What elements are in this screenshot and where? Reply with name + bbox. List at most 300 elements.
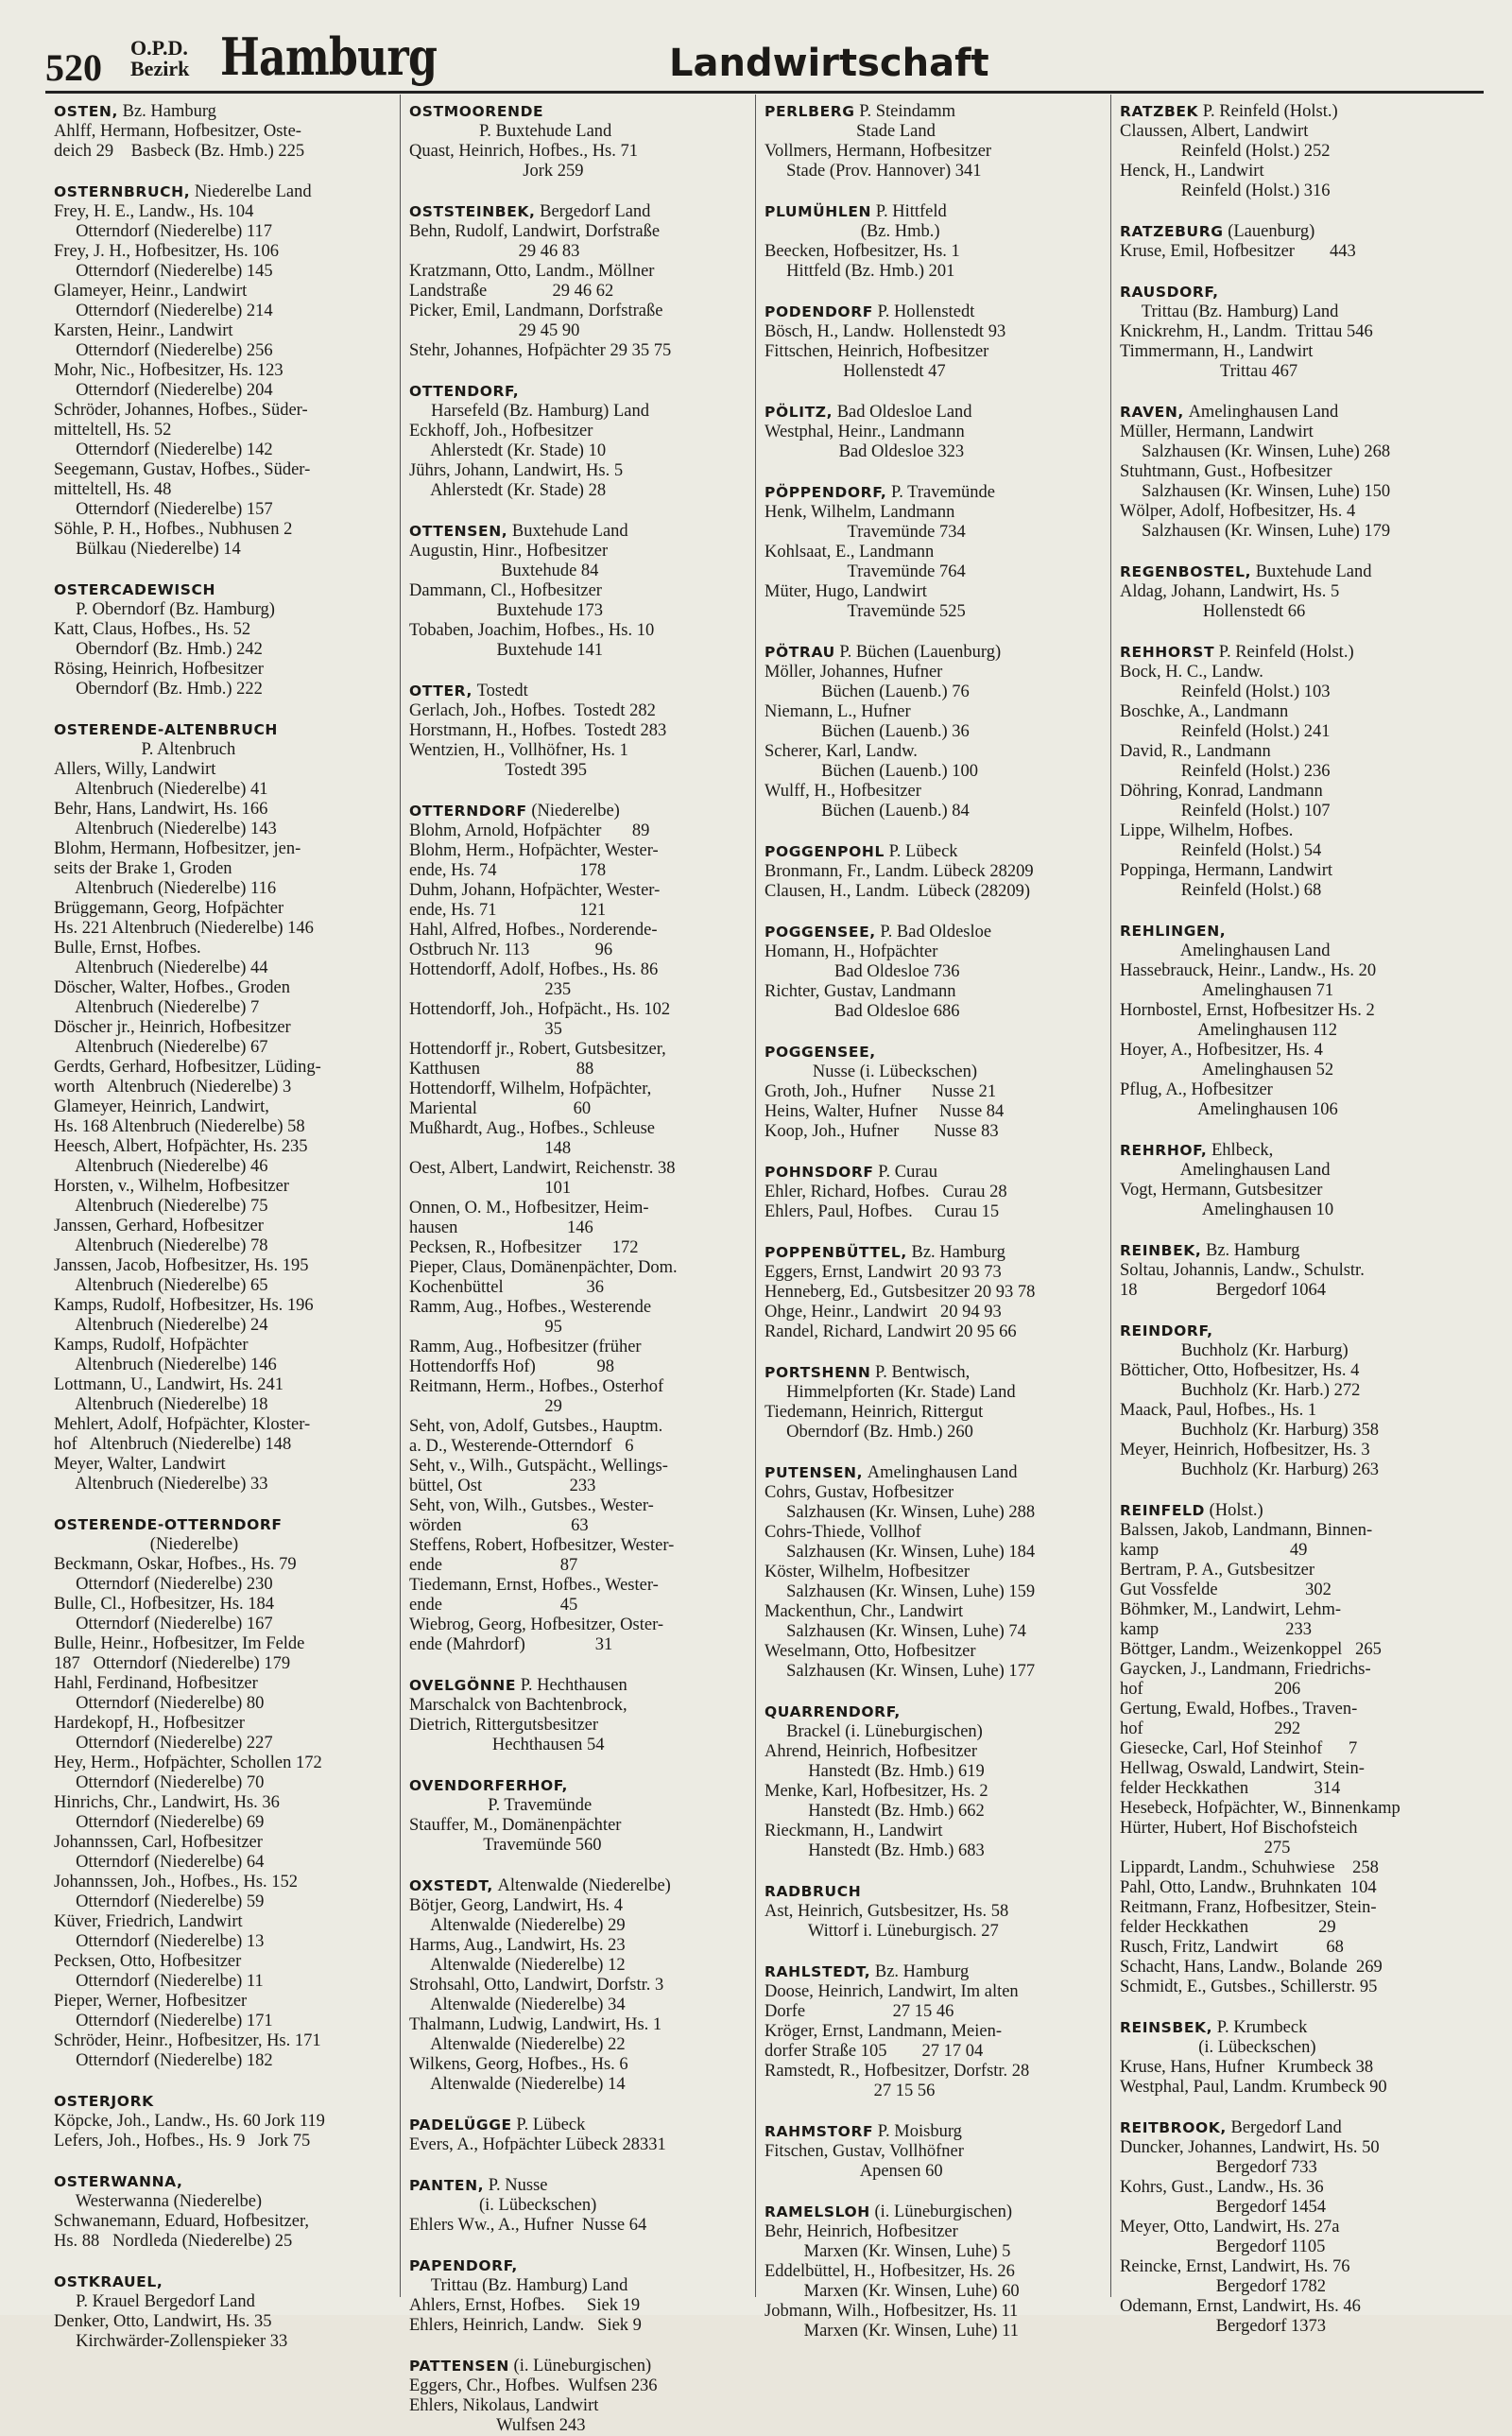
locality-heading bbox=[409, 2357, 747, 2376]
locality-post-info: P. Hechthausen bbox=[520, 1676, 627, 1695]
locality-entry bbox=[1120, 922, 1458, 1120]
locality-name: POGGENPOHL bbox=[765, 843, 885, 860]
listing-line: 29 46 83 bbox=[409, 242, 580, 261]
listing-line: Seht, v., Wilh., Gutspächt., Wellings- bbox=[409, 1457, 668, 1476]
listing-line: Tobaben, Joachim, Hofbes., Hs. 10 bbox=[409, 621, 655, 640]
locality-name: REINDORF, bbox=[1120, 1322, 1213, 1339]
locality-name: PLUMÜHLEN bbox=[765, 203, 872, 220]
listing-line: Koop, Joh., Hufner Nusse 83 bbox=[765, 1122, 999, 1141]
locality-heading bbox=[765, 1043, 1102, 1062]
listing-line: Kochenbüttel 36 bbox=[409, 1278, 605, 1297]
locality-entry bbox=[54, 2272, 391, 2352]
listing-line: David, R., Landmann bbox=[1120, 742, 1271, 761]
listing-line: Bötjer, Georg, Landwirt, Hs. 4 bbox=[409, 1896, 624, 1915]
listing-line: Mehlert, Adolf, Hofpächter, Kloster- bbox=[54, 1415, 311, 1434]
listing-line: Altenbruch (Niederelbe) 33 bbox=[54, 1475, 268, 1494]
listing-line: Buxtehude 141 bbox=[409, 641, 604, 660]
listing-line: mitteltell, Hs. 48 bbox=[54, 480, 172, 499]
listing-line: hof 292 bbox=[1120, 1719, 1301, 1738]
listing-line: Clausen, H., Landm. Lübeck (28209) bbox=[765, 882, 1031, 901]
listing-line: Reinfeld (Holst.) 54 bbox=[1120, 841, 1322, 860]
listing-line: Pecksen, Otto, Hofbesitzer bbox=[54, 1952, 242, 1971]
listing-line: Otterndorf (Niederelbe) 142 bbox=[54, 441, 273, 459]
locality-heading bbox=[1120, 643, 1458, 662]
locality-name: PERLBERG bbox=[765, 103, 855, 120]
locality-name: OSTERENDE-OTTERNDORF bbox=[54, 1516, 283, 1533]
listing-line: Amelinghausen Land bbox=[1120, 1161, 1331, 1180]
listing-line: Buxtehude 173 bbox=[409, 601, 604, 620]
listing-line: Bösch, H., Landw. Hollenstedt 93 bbox=[765, 322, 1006, 341]
locality-name: OSTEN, bbox=[54, 103, 118, 120]
listing-line: Mußhardt, Aug., Hofbes., Schleuse bbox=[409, 1119, 655, 1138]
locality-name: POHNSDORF bbox=[765, 1164, 874, 1181]
column-2 bbox=[401, 95, 756, 2435]
listing-line: Duhm, Johann, Hofpächter, Wester- bbox=[409, 881, 661, 900]
locality-post-info: Ehlbeck, bbox=[1211, 1141, 1274, 1160]
listing-line: Hechthausen 54 bbox=[409, 1736, 605, 1754]
locality-post-info: Amelinghausen Land bbox=[1188, 403, 1339, 422]
locality-heading bbox=[765, 302, 1102, 321]
listing-line: Amelinghausen Land bbox=[1120, 942, 1331, 960]
locality-heading bbox=[409, 802, 747, 821]
listing-line: Mackenthun, Chr., Landwirt bbox=[765, 1602, 964, 1621]
locality-heading bbox=[54, 720, 391, 739]
locality-post-info: P. Bentwisch, bbox=[875, 1363, 971, 1382]
locality-heading bbox=[765, 2122, 1102, 2141]
listing-line: Behr, Hans, Landwirt, Hs. 166 bbox=[54, 800, 268, 819]
listing-line: Hottendorffs Hof) 98 bbox=[409, 1357, 615, 1376]
listing-line: Weselmann, Otto, Hofbesitzer bbox=[765, 1642, 976, 1661]
listing-line: Stuhtmann, Gust., Hofbesitzer bbox=[1120, 462, 1332, 481]
listing-line: Buchholz (Kr. Harburg) 263 bbox=[1120, 1460, 1380, 1479]
listing-line: Horsten, v., Wilhelm, Hofbesitzer bbox=[54, 1177, 289, 1196]
locality-heading bbox=[54, 2092, 391, 2111]
listing-line: Horstmann, H., Hofbes. Tostedt 283 bbox=[409, 721, 667, 740]
locality-entry bbox=[765, 1163, 1102, 1222]
locality-heading bbox=[54, 182, 391, 201]
opd-line: O.P.D. bbox=[130, 36, 188, 60]
locality-post-info: P. Reinfeld (Holst.) bbox=[1202, 102, 1338, 121]
listing-line: 95 bbox=[409, 1318, 562, 1337]
locality-heading bbox=[1120, 102, 1458, 121]
listing-line: 29 bbox=[409, 1397, 562, 1416]
columns-container bbox=[45, 95, 1484, 2435]
locality-post-info: P. Krumbeck bbox=[1216, 2018, 1308, 2037]
locality-post-info: Bad Oldesloe Land bbox=[836, 403, 972, 422]
listing-line: Schmidt, E., Gutsbes., Schillerstr. 95 bbox=[1120, 1978, 1378, 1996]
listing-line: Salzhausen (Kr. Winsen, Luhe) 150 bbox=[1120, 482, 1391, 501]
locality-entry bbox=[409, 2116, 747, 2155]
listing-line: Döscher, Walter, Hofbes., Groden bbox=[54, 978, 290, 997]
page-number: 520 bbox=[45, 46, 102, 89]
listing-line: Bulle, Cl., Hofbesitzer, Hs. 184 bbox=[54, 1595, 275, 1614]
listing-line: Amelinghausen 10 bbox=[1120, 1201, 1334, 1219]
listing-line: Ostbruch Nr. 113 96 bbox=[409, 941, 613, 959]
listing-line: Bergedorf 1454 bbox=[1120, 2198, 1327, 2217]
listing-line: Möller, Johannes, Hufner bbox=[765, 663, 943, 682]
listing-line: Giesecke, Carl, Hof Steinhof 7 bbox=[1120, 1739, 1358, 1758]
listing-line: Duncker, Johannes, Landwirt, Hs. 50 bbox=[1120, 2138, 1380, 2157]
locality-entry bbox=[409, 102, 747, 181]
listing-line: Marschalck von Bachtenbrock, bbox=[409, 1696, 627, 1715]
locality-heading bbox=[54, 2272, 391, 2291]
locality-name: REINFELD bbox=[1120, 1502, 1205, 1519]
listing-line: Altenbruch (Niederelbe) 116 bbox=[54, 879, 277, 898]
listing-line: Seht, von, Wilh., Gutsbes., Wester- bbox=[409, 1496, 654, 1515]
listing-line: Reitmann, Herm., Hofbes., Osterhof bbox=[409, 1377, 664, 1396]
listing-line: Beckmann, Oskar, Hofbes., Hs. 79 bbox=[54, 1555, 297, 1574]
locality-heading bbox=[409, 102, 747, 121]
listing-line: Himmelpforten (Kr. Stade) Land bbox=[765, 1383, 1016, 1402]
listing-line: Bülkau (Niederelbe) 14 bbox=[54, 540, 241, 559]
locality-post-info: Buxtehude Land bbox=[511, 522, 628, 541]
listing-line: Henk, Wilhelm, Landmann bbox=[765, 503, 955, 522]
locality-post-info: Niederelbe Land bbox=[194, 182, 312, 201]
listing-line: Kohlsaat, E., Landmann bbox=[765, 543, 935, 561]
listing-line: Reinfeld (Holst.) 107 bbox=[1120, 802, 1331, 821]
listing-line: Reinfeld (Holst.) 236 bbox=[1120, 762, 1331, 781]
listing-line: hof 206 bbox=[1120, 1680, 1301, 1699]
listing-line: Fittschen, Heinrich, Hofbesitzer bbox=[765, 342, 989, 361]
listing-line: 187 Otterndorf (Niederelbe) 179 bbox=[54, 1654, 291, 1673]
listing-line: Harsefeld (Bz. Hamburg) Land bbox=[409, 402, 649, 421]
listing-line: Otterndorf (Niederelbe) 11 bbox=[54, 1972, 264, 1991]
listing-line: Johannssen, Joh., Hofbes., Hs. 152 bbox=[54, 1873, 298, 1892]
listing-line: Söhle, P. H., Hofbes., Nubhusen 2 bbox=[54, 520, 293, 539]
listing-line: Kratzmann, Otto, Landm., Möllner bbox=[409, 262, 655, 281]
locality-heading bbox=[1120, 1241, 1458, 1260]
listing-line: Maack, Paul, Hofbes., Hs. 1 bbox=[1120, 1401, 1317, 1420]
locality-heading bbox=[1120, 403, 1458, 422]
locality-entry bbox=[54, 2092, 391, 2151]
listing-line: Mariental 60 bbox=[409, 1099, 592, 1118]
section-title: Landwirtschaft bbox=[669, 42, 989, 85]
locality-heading bbox=[54, 580, 391, 599]
locality-name: RADBRUCH bbox=[765, 1883, 862, 1900]
locality-name: OSTKRAUEL, bbox=[54, 2273, 163, 2290]
listing-line: Meyer, Heinrich, Hofbesitzer, Hs. 3 bbox=[1120, 1441, 1370, 1460]
listing-line: P. Altenbruch bbox=[54, 740, 236, 759]
locality-entry bbox=[409, 1776, 747, 1856]
listing-line: P. Krauel Bergedorf Land bbox=[54, 2292, 255, 2311]
listing-line: Hollenstedt 47 bbox=[765, 362, 946, 381]
locality-heading bbox=[409, 1776, 747, 1795]
listing-line: Altenbruch (Niederelbe) 67 bbox=[54, 1038, 268, 1057]
city-title: Hamburg bbox=[220, 26, 438, 87]
listing-line: Otterndorf (Niederelbe) 145 bbox=[54, 262, 273, 281]
locality-name: OSTSTEINBEK, bbox=[409, 203, 536, 220]
listing-line: Wilkens, Georg, Hofbes., Hs. 6 bbox=[409, 2055, 628, 2074]
listing-line: Altenbruch (Niederelbe) 24 bbox=[54, 1316, 268, 1335]
listing-line: Otterndorf (Niederelbe) 117 bbox=[54, 222, 272, 241]
listing-line: Otterndorf (Niederelbe) 59 bbox=[54, 1892, 265, 1911]
locality-name: POGGENSEE, bbox=[765, 924, 876, 941]
listing-line: Marxen (Kr. Winsen, Luhe) 11 bbox=[765, 2322, 1019, 2341]
locality-entry bbox=[409, 522, 747, 661]
listing-line: Köpcke, Joh., Landw., Hs. 60 Jork 119 bbox=[54, 2112, 325, 2131]
locality-entry bbox=[409, 382, 747, 501]
listing-line: 275 bbox=[1120, 1839, 1291, 1857]
locality-post-info: P. Büchen (Lauenburg) bbox=[839, 643, 1002, 662]
listing-line: Ahlff, Hermann, Hofbesitzer, Oste- bbox=[54, 122, 301, 141]
listing-line: Pecksen, R., Hofbesitzer 172 bbox=[409, 1238, 639, 1257]
listing-line: Müller, Hermann, Landwirt bbox=[1120, 423, 1314, 441]
listing-line: Ahrend, Heinrich, Hofbesitzer bbox=[765, 1742, 977, 1761]
listing-line: Bergedorf 1105 bbox=[1120, 2237, 1326, 2256]
locality-post-info: Bz. Hamburg bbox=[1206, 1241, 1300, 1260]
listing-line: Strohsahl, Otto, Landwirt, Dorfstr. 3 bbox=[409, 1976, 664, 1995]
listing-line: Pflug, A., Hofbesitzer bbox=[1120, 1080, 1273, 1099]
listing-line: felder Heckkathen 314 bbox=[1120, 1779, 1341, 1798]
listing-line: Vogt, Hermann, Gutsbesitzer bbox=[1120, 1181, 1323, 1200]
locality-heading bbox=[409, 682, 747, 700]
locality-entry bbox=[1120, 1141, 1458, 1220]
listing-line: Marxen (Kr. Winsen, Luhe) 5 bbox=[765, 2242, 1011, 2261]
listing-line: Trittau (Bz. Hamburg) Land bbox=[1120, 302, 1339, 321]
listing-line: Altenwalde (Niederelbe) 12 bbox=[409, 1956, 626, 1975]
locality-post-info: P. Curau bbox=[878, 1163, 937, 1182]
listing-line: (Niederelbe) bbox=[54, 1535, 239, 1554]
listing-line: Hottendorff jr., Robert, Gutsbesitzer, bbox=[409, 1040, 666, 1059]
listing-line: Salzhausen (Kr. Winsen, Luhe) 268 bbox=[1120, 442, 1391, 461]
listing-line: Hottendorff, Joh., Hofpächt., Hs. 102 bbox=[409, 1000, 671, 1019]
listing-line: Ramm, Aug., Hofbesitzer (früher bbox=[409, 1338, 642, 1356]
listing-line: Seht, von, Adolf, Gutsbes., Hauptm. bbox=[409, 1417, 663, 1436]
listing-line: Stade Land bbox=[765, 122, 936, 141]
listing-line: 235 bbox=[409, 980, 572, 999]
locality-entry bbox=[765, 102, 1102, 181]
listing-line: Poppinga, Hermann, Landwirt bbox=[1120, 861, 1333, 880]
listing-line: deich 29 Basbeck (Bz. Hmb.) 225 bbox=[54, 142, 305, 161]
listing-line: Otterndorf (Niederelbe) 204 bbox=[54, 381, 273, 400]
listing-line: Travemünde 764 bbox=[765, 562, 966, 581]
listing-line: P. Buxtehude Land bbox=[409, 122, 612, 141]
locality-entry bbox=[765, 1243, 1102, 1342]
listing-line: Hornbostel, Ernst, Hofbesitzer Hs. 2 bbox=[1120, 1001, 1375, 1020]
listing-line: (i. Lübeckschen) bbox=[409, 2196, 597, 2215]
listing-line: Ehlers, Paul, Hofbes. Curau 15 bbox=[765, 1202, 1000, 1221]
listing-line: Aldag, Johann, Landwirt, Hs. 5 bbox=[1120, 582, 1340, 601]
listing-line: Behr, Heinrich, Hofbesitzer bbox=[765, 2222, 958, 2241]
listing-line: Nusse (i. Lübeckschen) bbox=[765, 1063, 978, 1081]
listing-line: Otterndorf (Niederelbe) 214 bbox=[54, 302, 273, 320]
listing-line: Hürter, Hubert, Hof Bischofsteich bbox=[1120, 1819, 1358, 1838]
listing-line: Altenbruch (Niederelbe) 143 bbox=[54, 820, 277, 838]
bezirk-line: Bezirk bbox=[130, 57, 190, 80]
column-1 bbox=[45, 95, 401, 2351]
listing-line: Gerdts, Gerhard, Hofbesitzer, Lüding- bbox=[54, 1058, 321, 1077]
listing-line: ende, Hs. 74 178 bbox=[409, 861, 607, 880]
locality-post-info: P. Hittfeld bbox=[875, 202, 947, 221]
locality-post-info: P. Hollenstedt bbox=[877, 302, 975, 321]
locality-name: PODENDORF bbox=[765, 303, 873, 320]
locality-entry bbox=[765, 1043, 1102, 1142]
locality-name: POPPENBÜTTEL, bbox=[765, 1244, 907, 1261]
listing-line: Ehler, Richard, Hofbes. Curau 28 bbox=[765, 1183, 1007, 1201]
locality-heading bbox=[765, 1163, 1102, 1182]
listing-line: seits der Brake 1, Groden bbox=[54, 859, 232, 878]
locality-name: OSTMOORENDE bbox=[409, 103, 544, 120]
listing-line: Hs. 88 Nordleda (Niederelbe) 25 bbox=[54, 2232, 293, 2251]
listing-line: Eddelbüttel, H., Hofbesitzer, Hs. 26 bbox=[765, 2262, 1015, 2281]
locality-name: RATZEBURG bbox=[1120, 223, 1224, 240]
listing-line: P. Oberndorf (Bz. Hamburg) bbox=[54, 600, 275, 619]
listing-line: Bergedorf 1373 bbox=[1120, 2317, 1327, 2336]
locality-entry bbox=[54, 1515, 391, 2071]
locality-entry bbox=[1120, 1322, 1458, 1480]
locality-name: OXSTEDT, bbox=[409, 1877, 493, 1894]
listing-line: Salzhausen (Kr. Winsen, Luhe) 184 bbox=[765, 1543, 1036, 1562]
listing-line: Ehlers, Nikolaus, Landwirt bbox=[409, 2396, 599, 2415]
listing-line: Mohr, Nic., Hofbesitzer, Hs. 123 bbox=[54, 361, 284, 380]
locality-heading bbox=[765, 643, 1102, 662]
listing-line: felder Heckkathen 29 bbox=[1120, 1918, 1336, 1937]
listing-line: ende 45 bbox=[409, 1596, 578, 1615]
listing-line: Altenbruch (Niederelbe) 46 bbox=[54, 1157, 268, 1176]
locality-post-info: Bz. Hamburg bbox=[911, 1243, 1005, 1262]
listing-line: Hahl, Alfred, Hofbes., Norderende- bbox=[409, 921, 658, 940]
locality-heading bbox=[1120, 2118, 1458, 2137]
locality-post-info: P. Moisburg bbox=[877, 2122, 962, 2141]
listing-line: Hanstedt (Bz. Hmb.) 619 bbox=[765, 1762, 985, 1781]
locality-heading bbox=[1120, 1322, 1458, 1340]
locality-heading bbox=[409, 2256, 747, 2275]
locality-entry bbox=[409, 1876, 747, 2095]
listing-line: Otterndorf (Niederelbe) 256 bbox=[54, 341, 273, 360]
listing-line: Ahlerstedt (Kr. Stade) 10 bbox=[409, 441, 607, 460]
listing-line: Trittau 467 bbox=[1120, 362, 1298, 381]
listing-line: Wulfsen 243 bbox=[409, 2416, 586, 2435]
listing-line: Amelinghausen 112 bbox=[1120, 1021, 1338, 1040]
locality-entry bbox=[54, 580, 391, 700]
locality-entry bbox=[1120, 562, 1458, 622]
locality-heading bbox=[765, 2203, 1102, 2221]
locality-post-info: Amelinghausen Land bbox=[867, 1463, 1018, 1482]
listing-line: Vollmers, Hermann, Hofbesitzer bbox=[765, 142, 992, 161]
listing-line: kamp 49 bbox=[1120, 1541, 1308, 1560]
listing-line: Reinfeld (Holst.) 103 bbox=[1120, 682, 1331, 701]
locality-heading bbox=[1120, 2018, 1458, 2037]
listing-line: Doose, Heinrich, Landwirt, Im alten bbox=[765, 1982, 1019, 2001]
locality-entry bbox=[765, 842, 1102, 902]
locality-name: RAUSDORF, bbox=[1120, 284, 1219, 301]
listing-line: Soltau, Johannis, Landw., Schulstr. bbox=[1120, 1261, 1365, 1280]
locality-entry bbox=[1120, 1241, 1458, 1301]
listing-line: Ohge, Heinr., Landwirt 20 94 93 bbox=[765, 1303, 1002, 1322]
listing-line: Altenbruch (Niederelbe) 7 bbox=[54, 998, 260, 1017]
listing-line: Meyer, Otto, Landwirt, Hs. 27a bbox=[1120, 2218, 1340, 2237]
locality-entry bbox=[765, 1962, 1102, 2101]
listing-line: Travemünde 560 bbox=[409, 1836, 602, 1855]
locality-name: OTTENDORF, bbox=[409, 383, 520, 400]
listing-line: Harms, Aug., Landwirt, Hs. 23 bbox=[409, 1936, 626, 1955]
listing-line: Tostedt 395 bbox=[409, 761, 587, 780]
listing-line: Scherer, Karl, Landw. bbox=[765, 742, 918, 761]
locality-heading bbox=[54, 1515, 391, 1534]
locality-entry bbox=[1120, 643, 1458, 901]
locality-post-info: P. Lübeck bbox=[516, 2116, 586, 2134]
listing-line: Rieckmann, H., Landwirt bbox=[765, 1822, 943, 1840]
locality-entry bbox=[1120, 102, 1458, 201]
listing-line: Hs. 168 Altenbruch (Niederelbe) 58 bbox=[54, 1117, 305, 1136]
listing-line: Odemann, Ernst, Landwirt, Hs. 46 bbox=[1120, 2297, 1361, 2316]
locality-post-info: P. Travemünde bbox=[891, 483, 996, 502]
listing-line: Westphal, Heinr., Landmann bbox=[765, 423, 965, 441]
locality-name: RAHMSTORF bbox=[765, 2123, 874, 2140]
listing-line: Buxtehude 84 bbox=[409, 561, 599, 580]
locality-name: RAHLSTEDT, bbox=[765, 1963, 871, 1980]
locality-entry bbox=[765, 1882, 1102, 1942]
listing-line: Reitmann, Franz, Hofbesitzer, Stein- bbox=[1120, 1898, 1377, 1917]
listing-line: Behn, Rudolf, Landwirt, Dorfstraße bbox=[409, 222, 661, 241]
locality-entry bbox=[765, 403, 1102, 462]
locality-heading bbox=[765, 923, 1102, 942]
locality-post-info: P. Bad Oldesloe bbox=[880, 923, 992, 942]
listing-line: Kamps, Rudolf, Hofbesitzer, Hs. 196 bbox=[54, 1296, 314, 1315]
listing-line: Reinfeld (Holst.) 252 bbox=[1120, 142, 1331, 161]
listing-line: Altenbruch (Niederelbe) 146 bbox=[54, 1356, 277, 1374]
locality-name: PAPENDORF, bbox=[409, 2257, 518, 2274]
listing-line: Lippe, Wilhelm, Hofbes. bbox=[1120, 821, 1294, 840]
listing-line: Otterndorf (Niederelbe) 167 bbox=[54, 1615, 273, 1633]
locality-name: OVELGÖNNE bbox=[409, 1677, 517, 1694]
listing-line: Gerlach, Joh., Hofbes. Tostedt 282 bbox=[409, 701, 656, 720]
locality-entry bbox=[765, 302, 1102, 382]
listing-line: Wentzien, H., Vollhöfner, Hs. 1 bbox=[409, 741, 628, 760]
listing-line: Böttger, Landm., Weizenkoppel 265 bbox=[1120, 1640, 1382, 1659]
listing-line: 101 bbox=[409, 1179, 572, 1198]
locality-post-info: Bergedorf Land bbox=[1230, 2118, 1342, 2137]
listing-line: Kirchwärder-Zollenspieker 33 bbox=[54, 2332, 288, 2351]
listing-line: Eckhoff, Joh., Hofbesitzer bbox=[409, 422, 593, 441]
listing-line: Jobmann, Wilh., Hofbesitzer, Hs. 11 bbox=[765, 2302, 1019, 2321]
listing-line: Tiedemann, Heinrich, Rittergut bbox=[765, 1403, 984, 1422]
listing-line: Trittau (Bz. Hamburg) Land bbox=[409, 2276, 628, 2295]
listing-line: ende, Hs. 71 121 bbox=[409, 901, 607, 920]
locality-name: REHLINGEN, bbox=[1120, 923, 1227, 940]
listing-line: Hanstedt (Bz. Hmb.) 683 bbox=[765, 1841, 985, 1860]
listing-line: Cohrs, Gustav, Hofbesitzer bbox=[765, 1483, 954, 1502]
listing-line: Ast, Heinrich, Gutsbesitzer, Hs. 58 bbox=[765, 1902, 1009, 1921]
listing-line: Bertram, P. A., Gutsbesitzer bbox=[1120, 1561, 1315, 1580]
listing-line: Altenwalde (Niederelbe) 14 bbox=[409, 2075, 626, 2094]
listing-line: Jührs, Johann, Landwirt, Hs. 5 bbox=[409, 461, 624, 480]
listing-line: Hesebeck, Hofpächter, W., Binnenkamp bbox=[1120, 1799, 1400, 1818]
listing-line: Menke, Karl, Hofbesitzer, Hs. 2 bbox=[765, 1782, 988, 1801]
listing-line: kamp 233 bbox=[1120, 1620, 1312, 1639]
listing-line: Schwanemann, Eduard, Hofbesitzer, bbox=[54, 2212, 309, 2231]
locality-post-info: (Niederelbe) bbox=[531, 802, 620, 821]
listing-line: Hoyer, A., Hofbesitzer, Hs. 4 bbox=[1120, 1041, 1323, 1060]
listing-line: Westerwanna (Niederelbe) bbox=[54, 2192, 263, 2211]
listing-line: Thalmann, Ludwig, Landwirt, Hs. 1 bbox=[409, 2015, 662, 2034]
locality-name: PÖLITZ, bbox=[765, 404, 833, 421]
locality-post-info: (Holst.) bbox=[1209, 1501, 1263, 1520]
locality-name: PANTEN, bbox=[409, 2177, 485, 2194]
listing-line: Blohm, Arnold, Hofpächter 89 bbox=[409, 821, 650, 840]
listing-line: Otterndorf (Niederelbe) 69 bbox=[54, 1813, 265, 1832]
locality-name: PATTENSEN bbox=[409, 2358, 509, 2375]
listing-line: Otterndorf (Niederelbe) 80 bbox=[54, 1694, 265, 1713]
locality-name: REINSBEK, bbox=[1120, 2019, 1213, 2036]
listing-line: Hanstedt (Bz. Hmb.) 662 bbox=[765, 1802, 985, 1821]
listing-line: Altenwalde (Niederelbe) 34 bbox=[409, 1995, 626, 2014]
listing-line: Ehlers Ww., A., Hufner Nusse 64 bbox=[409, 2216, 647, 2235]
listing-line: wörden 63 bbox=[409, 1516, 589, 1535]
listing-line: 35 bbox=[409, 1020, 562, 1039]
locality-heading bbox=[409, 382, 747, 401]
locality-post-info: (i. Lüneburgischen) bbox=[513, 2357, 652, 2376]
